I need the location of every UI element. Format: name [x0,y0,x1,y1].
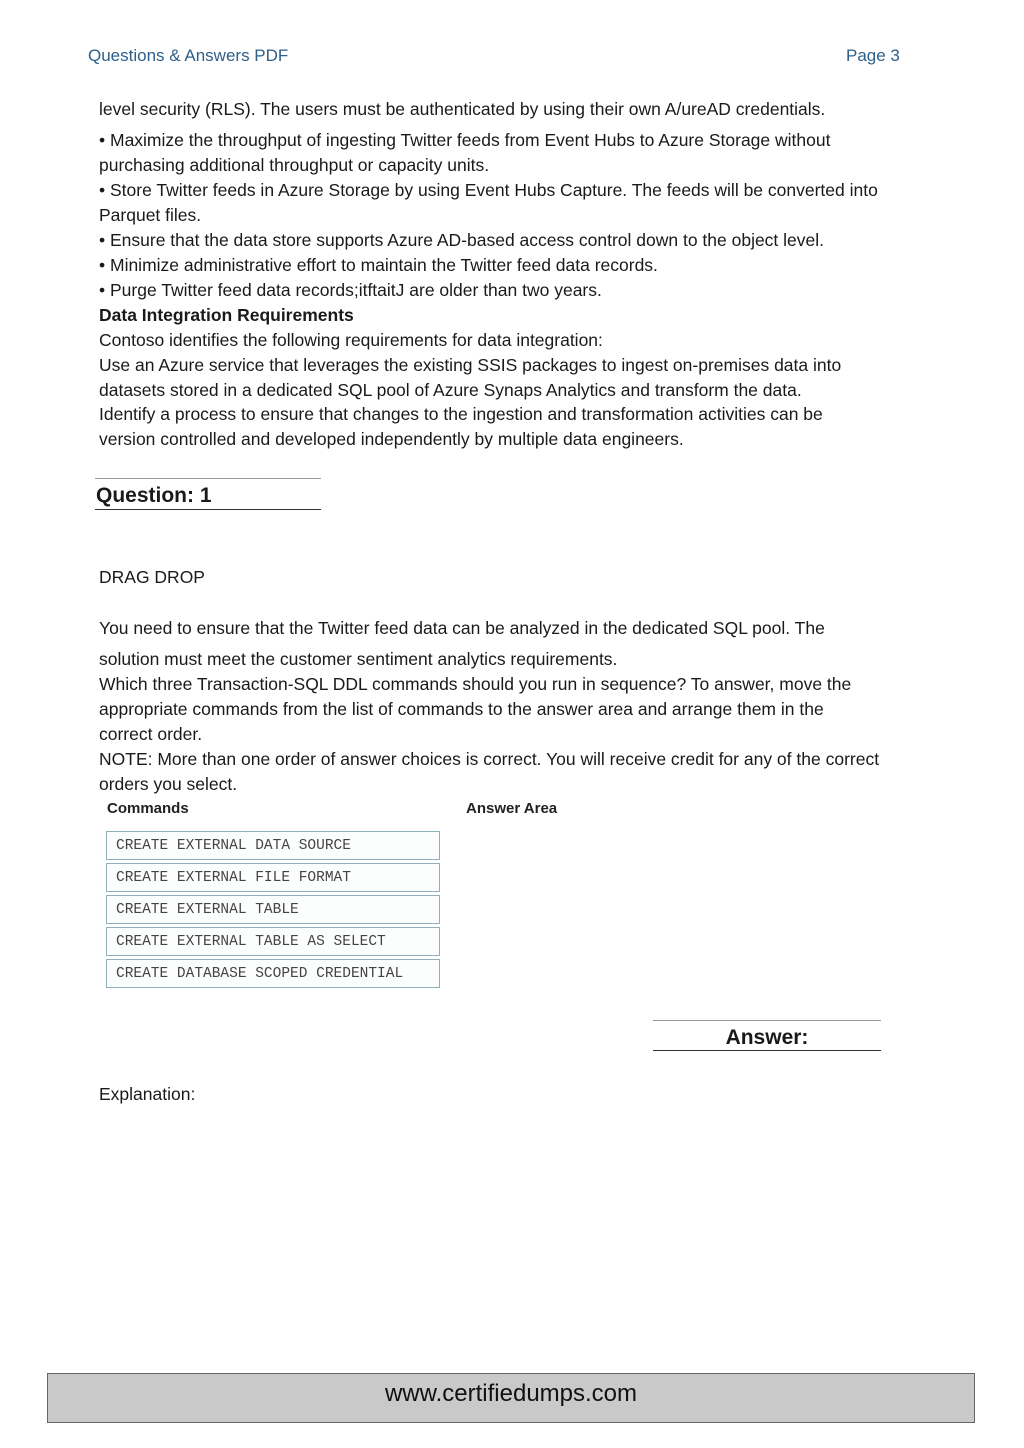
section-line: version controlled and developed independently by multiple data engineers. [99,429,684,449]
body-line: • Purge Twitter feed data records;itftaitJ are older than two years. [99,280,602,300]
header-title: Questions & Answers PDF [88,46,289,65]
command-list [106,831,440,991]
answer-area-heading: Answer Area [466,800,558,817]
question-rule-bottom [95,509,321,510]
explanation-label: Explanation: [99,1084,196,1104]
section-line: Contoso identifies the following requirements for data integration: [99,330,603,350]
command-item[interactable]: CREATE DATABASE SCOPED CREDENTIAL [106,959,440,988]
body-line: level security (RLS). The users must be authenticated by using their own A/ureAD credentials. [99,99,826,119]
question-type: DRAG DROP [99,567,205,587]
question-line: Which three Transaction-SQL DDL commands should you run in sequence? To answer, move the [99,674,852,694]
question-line: You need to ensure that the Twitter feed data can be analyzed in the dedicated SQL pool. The [99,618,825,638]
command-item[interactable]: CREATE EXTERNAL FILE FORMAT [106,863,440,892]
answer-rule-top [653,1020,881,1021]
body-line: • Ensure that the data store supports Azure AD-based access control down to the object level. [99,230,825,250]
question-line: appropriate commands from the list of commands to the answer area and arrange them in the [99,699,824,719]
footer-website: www.certifiedumps.com [47,1373,975,1423]
question-line: orders you select. [99,774,238,794]
command-item[interactable]: CREATE EXTERNAL TABLE AS SELECT [106,927,440,956]
question-rule-top [95,478,321,479]
answer-rule-bottom [653,1050,881,1051]
question-title: Question: 1 [96,484,212,507]
command-item[interactable]: CREATE EXTERNAL DATA SOURCE [106,831,440,860]
body-line: • Minimize administrative effort to maintain the Twitter feed data records. [99,255,658,275]
section-heading: Data Integration Requirements [99,305,354,325]
commands-heading: Commands [107,800,189,817]
section-line: Use an Azure service that leverages the existing SSIS packages to ingest on-premises data into [99,355,842,375]
page-number: Page 3 [846,46,900,65]
section-line: datasets stored in a dedicated SQL pool of Azure Synaps Analytics and transform the data. [99,380,802,400]
body-line: • Maximize the throughput of ingesting Twitter feeds from Event Hubs to Azure Storage without [99,130,831,150]
section-line: Identify a process to ensure that changes to the ingestion and transformation activities can be [99,404,823,424]
question-line: solution must meet the customer sentiment analytics requirements. [99,649,618,669]
body-line: purchasing additional throughput or capacity units. [99,155,490,175]
question-line: correct order. [99,724,203,744]
body-line: • Store Twitter feeds in Azure Storage by using Event Hubs Capture. The feeds will be converted into [99,180,878,200]
question-line: NOTE: More than one order of answer choices is correct. You will receive credit for any of the correct [99,749,880,769]
body-line: Parquet files. [99,205,202,225]
answer-label: Answer: [725,1026,809,1049]
command-item[interactable]: CREATE EXTERNAL TABLE [106,895,440,924]
